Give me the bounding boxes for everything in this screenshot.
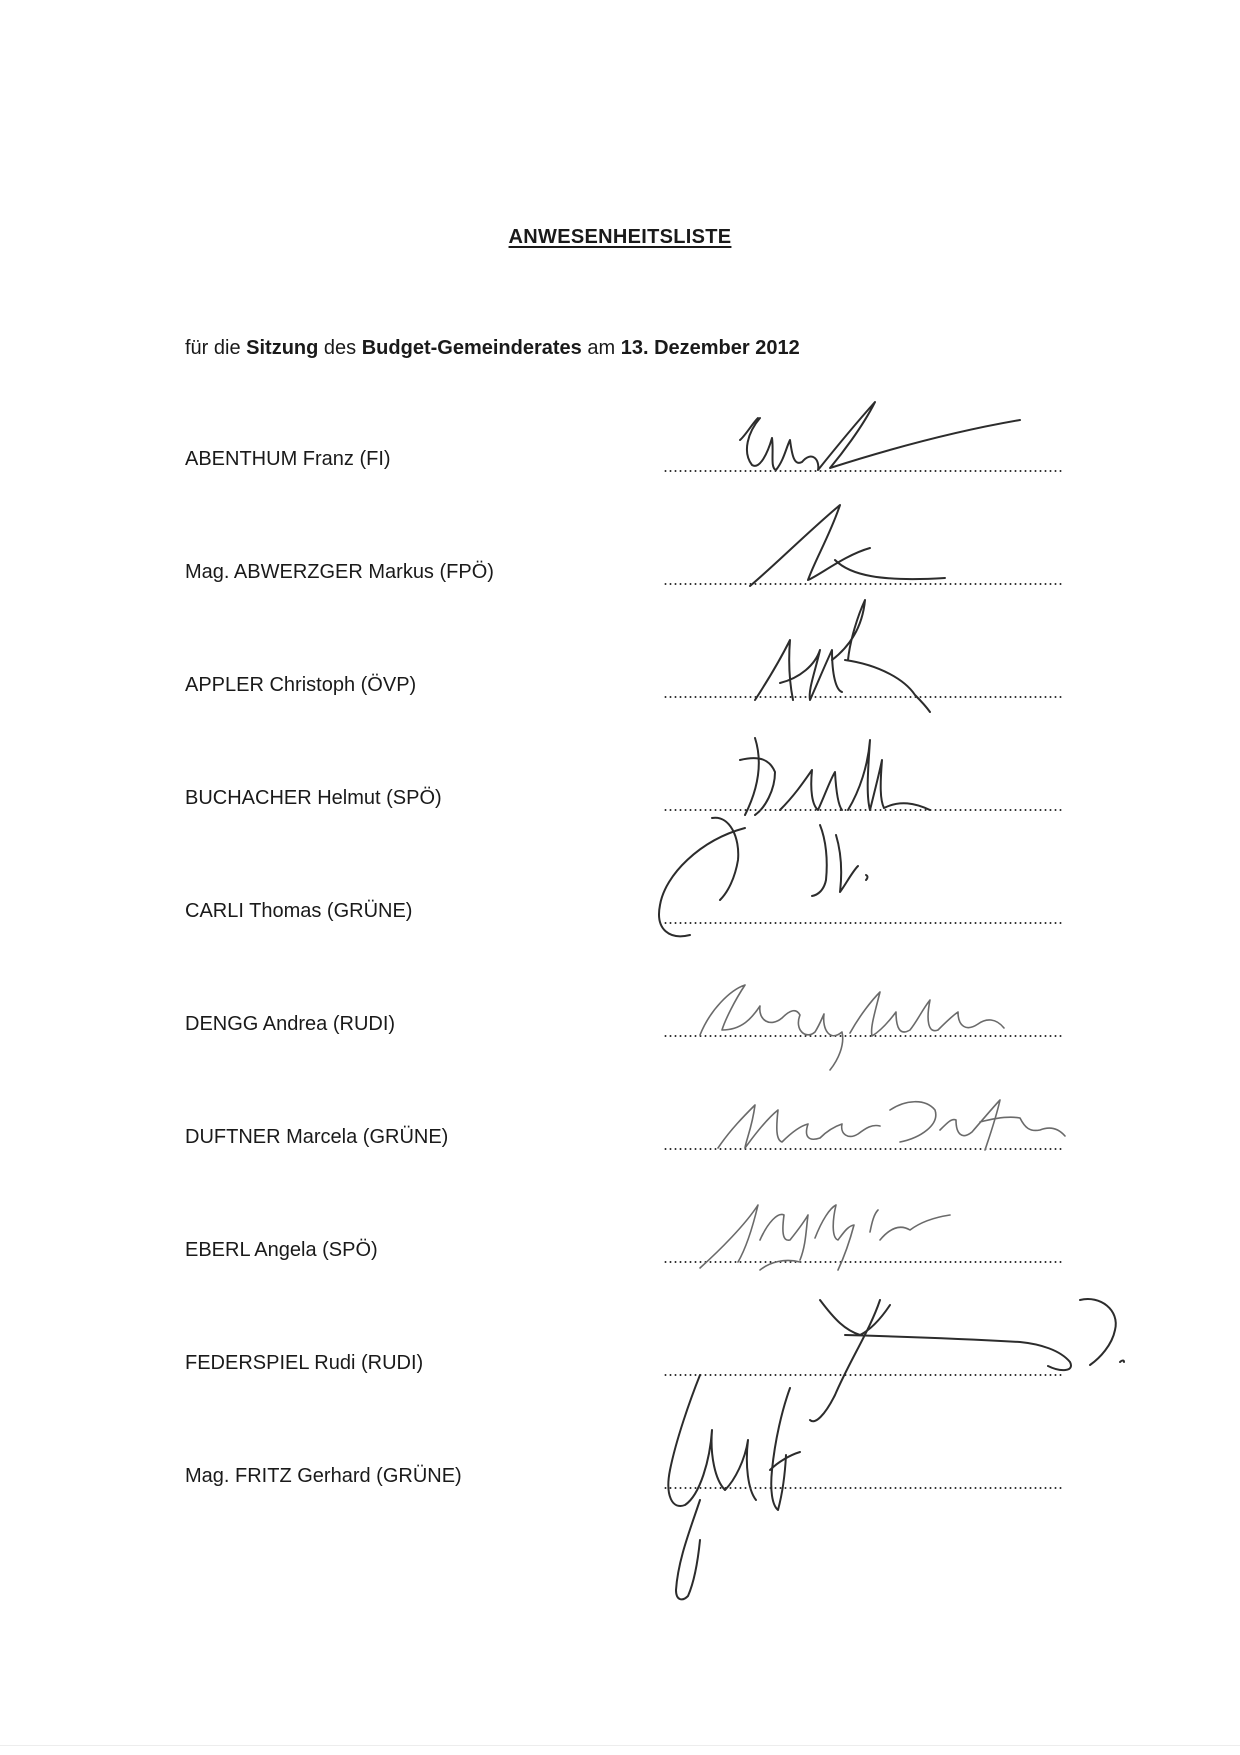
attendee-row-dengg <box>185 1005 1065 1045</box>
attendee-name: DUFTNER Marcela (GRÜNE) <box>185 1126 449 1148</box>
document-title: ANWESENHEITSLISTE <box>508 226 732 248</box>
attendee-name: APPLER Christoph (ÖVP) <box>185 674 417 696</box>
signature-line <box>663 470 1063 472</box>
signature-line <box>663 1035 1063 1037</box>
subtitle-text-6: 13. Dezember 2012 <box>620 337 800 359</box>
attendee-row-abenthum <box>185 440 1065 480</box>
attendee-row-appler <box>185 666 1065 706</box>
subtitle-text-3: des <box>318 337 362 359</box>
attendee-name: EBERL Angela (SPÖ) <box>185 1239 378 1261</box>
attendee-row-buchacher <box>185 779 1065 819</box>
signature-line <box>663 696 1063 698</box>
signature-line <box>663 583 1063 585</box>
attendee-name: Mag. FRITZ Gerhard (GRÜNE) <box>185 1465 462 1487</box>
signature-line <box>663 922 1063 924</box>
attendee-name: ABENTHUM Franz (FI) <box>185 448 391 470</box>
attendee-row-abwerzger <box>185 553 1065 593</box>
signature-line <box>663 1261 1063 1263</box>
subtitle-text-5: am <box>581 337 621 359</box>
signature-line <box>663 809 1063 811</box>
attendee-name: FEDERSPIEL Rudi (RUDI) <box>185 1352 424 1374</box>
attendee-row-duftner <box>185 1118 1065 1158</box>
signature-line <box>663 1487 1063 1489</box>
attendee-row-carli <box>185 892 1065 932</box>
attendee-row-federspiel <box>185 1344 1065 1384</box>
page-edge <box>0 1745 1240 1746</box>
attendee-name: CARLI Thomas (GRÜNE) <box>185 900 413 922</box>
signature-line <box>663 1374 1063 1376</box>
attendee-row-eberl <box>185 1231 1065 1271</box>
attendee-row-fritz <box>185 1457 1065 1497</box>
subtitle-text-2: Sitzung <box>246 337 319 359</box>
subtitle-text-1: für die <box>185 337 247 359</box>
attendee-name: DENGG Andrea (RUDI) <box>185 1013 396 1035</box>
signature-line <box>663 1148 1063 1150</box>
attendee-name: BUCHACHER Helmut (SPÖ) <box>185 787 442 809</box>
subtitle-text-4: Budget-Gemeinderates <box>361 337 582 359</box>
attendee-name: Mag. ABWERZGER Markus (FPÖ) <box>185 561 494 583</box>
document-subtitle <box>185 337 800 360</box>
